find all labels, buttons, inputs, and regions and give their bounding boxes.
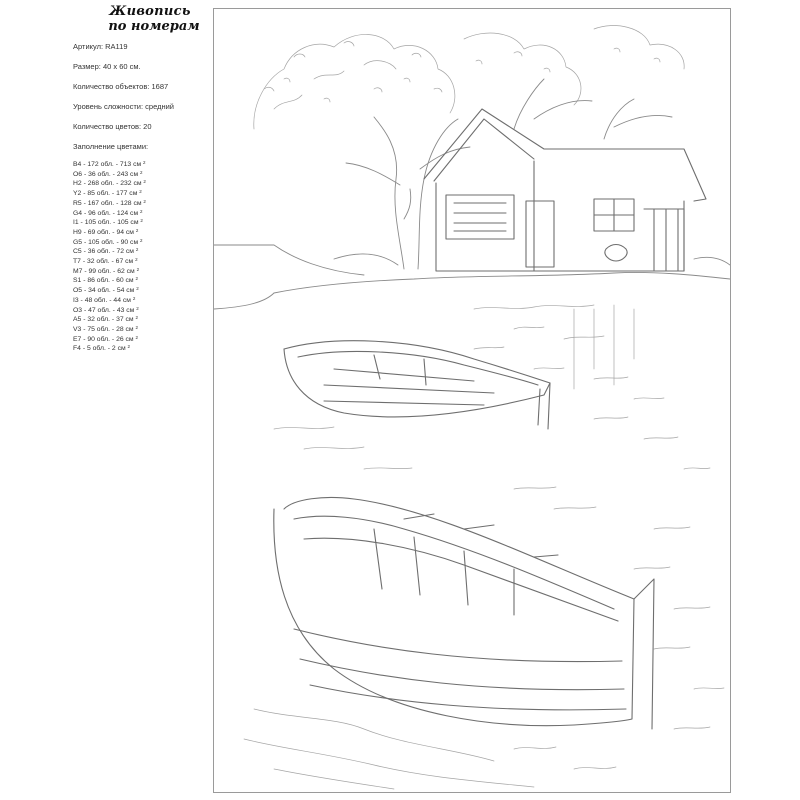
color-fill-entry-text: I3 - 48 обл. - 44 см [73,296,131,304]
unit-superscript: 2 [135,324,138,330]
brand-line-1: Живопись [109,4,191,19]
unit-superscript: 2 [140,169,143,175]
unit-superscript: 2 [135,247,139,253]
color-fill-entry-text: H2 - 268 обл. - 232 см [73,180,142,188]
unit-superscript: 2 [140,237,143,243]
color-fill-entry-text: O3 - 47 обл. - 43 см [73,306,135,314]
article-number: Артикул: RA119 [73,42,128,51]
unit-superscript: 2 [136,266,140,272]
color-fill-entry-text: C5 - 36 обл. - 72 см [73,248,134,256]
unit-superscript: 2 [143,198,146,204]
unit-superscript: 2 [127,344,131,350]
unit-superscript: 2 [139,189,142,195]
color-fill-entry [73,238,213,248]
color-count: Количество цветов: 20 [73,122,152,131]
unit-superscript: 2 [143,160,146,165]
brand-line-2: по номерам [108,19,200,34]
far-rowboat [284,341,550,429]
unit-superscript: 2 [140,208,143,214]
color-fill-entry [73,315,213,325]
color-fill-entry [73,325,213,335]
color-fill-entry [73,276,213,286]
color-fill-entry-text: I1 - 105 обл. - 105 см [73,219,139,227]
shoreline [214,245,730,309]
color-fill-entry-text: O5 - 34 обл. - 54 см [73,287,135,295]
color-fill-title: Заполнение цветами: [73,142,149,151]
color-fill-entry-text: E7 - 90 обл. - 26 см [73,335,134,343]
color-fill-entry [73,218,213,228]
unit-superscript: 2 [135,334,138,340]
color-fill-entry-text: H9 - 69 обл. - 94 см [73,228,134,236]
color-fill-entry [73,257,213,267]
color-fill-entry [73,189,213,199]
unit-superscript: 2 [132,295,136,301]
color-fill-entry [73,160,213,170]
color-fill-entry-text: G4 - 96 обл. - 124 см [73,209,139,217]
object-count: Количество объектов: 1687 [73,82,169,91]
color-fill-entry [73,286,213,296]
color-fill-list [73,160,213,354]
color-fill-entry-text: O6 - 36 обл. - 243 см [73,170,139,178]
unit-superscript: 2 [136,305,139,311]
product-specs [73,42,213,354]
line-art-drawing [214,9,730,792]
color-fill-entry [73,199,213,209]
color-fill-entry-text: A5 - 32 обл. - 37 см [73,316,134,324]
color-fill-entry-text: G5 - 105 обл. - 90 см [73,238,139,246]
color-fill-entry [73,179,213,189]
near-rowboat [274,497,654,729]
brand-logo [100,4,200,34]
color-fill-entry-text: Y2 - 85 обл. - 177 см [73,190,138,198]
house [424,109,706,271]
unit-superscript: 2 [143,179,146,185]
tree-trunk [346,79,672,269]
color-fill-entry [73,344,213,354]
color-fill-entry-text: B4 - 172 обл. - 713 см [73,161,142,168]
color-fill-entry [73,170,213,180]
unit-superscript: 2 [140,218,143,224]
unit-superscript: 2 [135,315,138,321]
color-fill-entry [73,306,213,316]
color-fill-entry-text: M7 - 99 обл. - 62 см [73,267,135,275]
difficulty-level: Уровень сложности: средний [73,102,174,111]
tree-canopy [254,26,684,129]
color-fill-entry-text: F4 - 5 обл. - 2 см [73,345,126,353]
foreground-ripples [244,709,616,789]
color-fill-entry-text: S1 - 86 обл. - 60 см [73,277,134,285]
color-fill-entry [73,335,213,345]
color-fill-entry-text: R5 - 167 обл. - 128 см [73,199,142,207]
color-fill-entry [73,228,213,238]
color-fill-entry-text: T7 - 32 обл. - 67 см [73,258,134,266]
unit-superscript: 2 [135,276,138,282]
color-fill-entry [73,296,213,306]
color-fill-entry-text: V3 - 75 обл. - 28 см [73,325,134,333]
canvas-size: Размер: 40 х 60 см. [73,62,141,71]
color-fill-entry [73,267,213,277]
color-fill-entry [73,247,213,257]
color-fill-entry [73,209,213,219]
unit-superscript: 2 [136,286,139,292]
coloring-canvas [213,8,731,793]
unit-superscript: 2 [135,227,139,233]
unit-superscript: 2 [135,257,138,263]
